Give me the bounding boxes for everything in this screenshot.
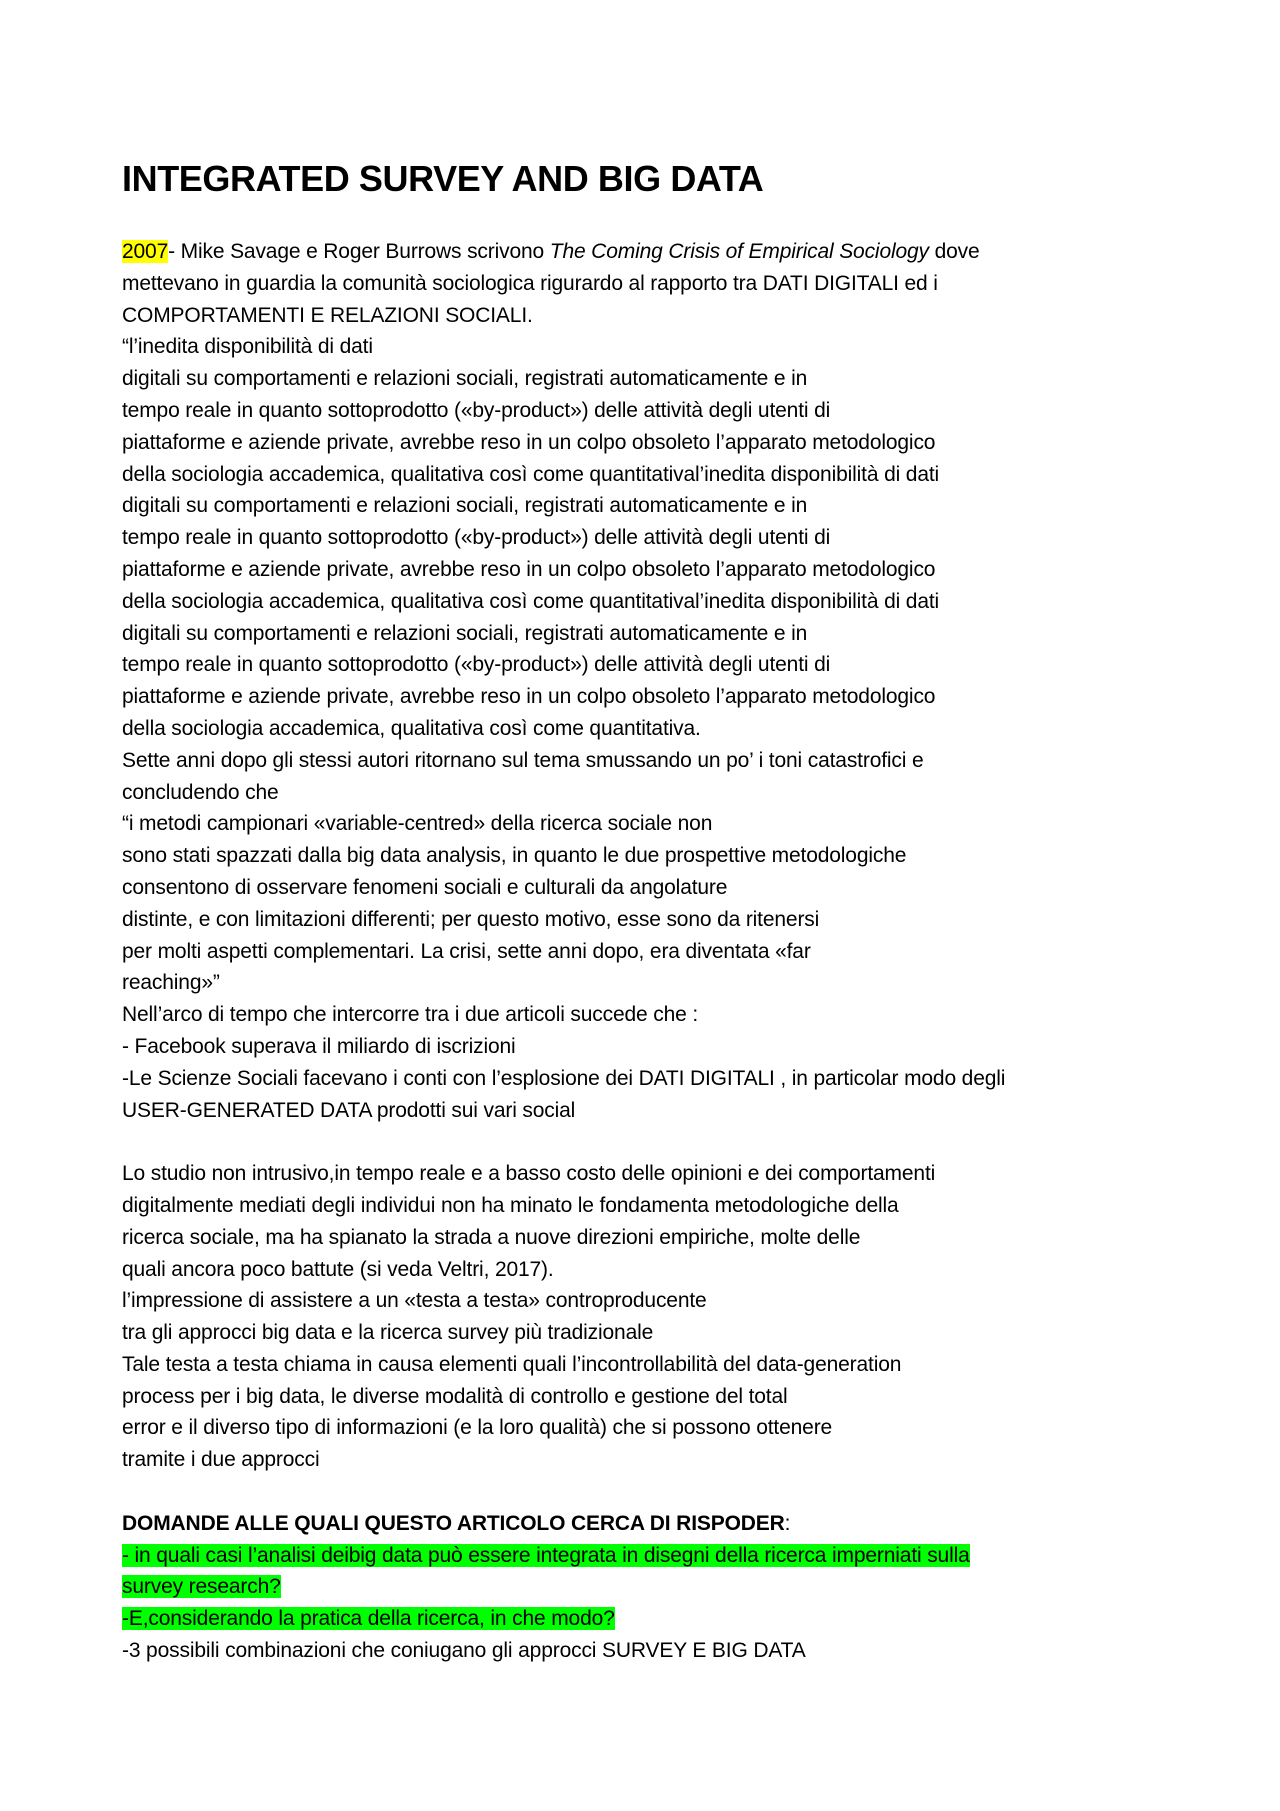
paragraph-block-1 [122, 268, 1182, 1127]
text-line: tempo reale in quanto sottoprodotto («by-product») delle attività degli utenti di [122, 653, 831, 677]
questions-heading: DOMANDE ALLE QUALI QUESTO ARTICOLO CERCA DI RISPODER [122, 1511, 785, 1535]
question-1-line-b [122, 1571, 1182, 1603]
text-line: tempo reale in quanto sottoprodotto («by-product») delle attività degli utenti di [122, 526, 831, 550]
text-line: “i metodi campionari «variable-centred» della ricerca sociale non [122, 812, 713, 836]
text-line: Nell’arco di tempo che intercorre tra i due articoli succede che : [122, 1003, 699, 1027]
question-1-text-a: - in quali casi l’analisi deibig data può essere integrata in disegni della ricerca imperniati sulla [122, 1543, 970, 1567]
text-line: l’impressione di assistere a un «testa a testa» controproducente [122, 1289, 707, 1313]
text-line: tra gli approcci big data e la ricerca survey più tradizionale [122, 1321, 654, 1345]
blank-line [122, 1126, 1182, 1158]
question-1-text-b: survey research? [122, 1575, 281, 1599]
question-1-line-a [122, 1540, 1182, 1572]
document-body [122, 155, 1182, 1667]
text-line: quali ancora poco battute (si veda Veltri, 2017). [122, 1257, 554, 1281]
text-line: -Le Scienze Sociali facevano i conti con l’esplosione dei DATI DIGITALI , in particolar modo degli [122, 1066, 1006, 1090]
questions-heading-colon: : [784, 1511, 791, 1535]
blank-line [122, 1476, 1182, 1508]
text-line: mettevano in guardia la comunità sociologica rigurardo al rapporto tra DATI DIGITALI ed i [122, 271, 938, 295]
book-title: The Coming Crisis of Empirical Sociology [549, 240, 929, 263]
text-line: della sociologia accademica, qualitativa così come quantitativa. [122, 716, 701, 740]
text-line: Lo studio non intrusivo,in tempo reale e a basso costo delle opinioni e dei comportamenti [122, 1162, 936, 1186]
text-line: della sociologia accademica, qualitativa così come quantitatival’inedita disponibilità di dati [122, 589, 940, 613]
text-line: digitali su comportamenti e relazioni sociali, registrati automaticamente e in [122, 367, 808, 391]
question-2-line [122, 1603, 1182, 1635]
document-title: INTEGRATED SURVEY AND BIG DATA [122, 158, 764, 199]
text-line: piattaforme e aziende private, avrebbe reso in un colpo obsoleto l’apparato metodologico [122, 430, 936, 454]
text-line: “l’inedita disponibilità di dati [122, 335, 373, 359]
intro-line [122, 236, 1182, 268]
text-line: piattaforme e aziende private, avrebbe reso in un colpo obsoleto l’apparato metodologico [122, 557, 936, 581]
text-line: tramite i due approcci [122, 1448, 320, 1472]
text-line: digitalmente mediati degli individui non ha minato le fondamenta metodologiche della [122, 1193, 899, 1217]
question-3-line: -3 possibili combinazioni che coniugano gli approcci SURVEY E BIG DATA [122, 1639, 806, 1663]
intro-lead: - Mike Savage e Roger Burrows scrivono [168, 240, 550, 263]
text-line: della sociologia accademica, qualitativa così come quantitatival’inedita disponibilità di dati [122, 462, 940, 486]
text-line: digitali su comportamenti e relazioni sociali, registrati automaticamente e in [122, 494, 808, 518]
text-line: sono stati spazzati dalla big data analysis, in quanto le due prospettive metodologiche [122, 844, 907, 868]
text-line: Tale testa a testa chiama in causa elementi quali l’incontrollabilità del data-generation [122, 1352, 902, 1376]
questions-heading-line [122, 1508, 1182, 1540]
text-line: process per i big data, le diverse modalità di controllo e gestione del total [122, 1384, 788, 1408]
text-line: error e il diverso tipo di informazioni (e la loro qualità) che si possono ottenere [122, 1416, 833, 1440]
text-line: per molti aspetti complementari. La crisi, sette anni dopo, era diventata «far [122, 939, 811, 963]
text-line: concludendo che [122, 780, 279, 804]
text-line: piattaforme e aziende private, avrebbe reso in un colpo obsoleto l’apparato metodologico [122, 685, 936, 709]
text-line: - Facebook superava il miliardo di iscrizioni [122, 1034, 516, 1058]
text-line: USER-GENERATED DATA prodotti sui vari social [122, 1098, 576, 1122]
year-highlight: 2007 [122, 240, 169, 263]
text-line: distinte, e con limitazioni differenti; per questo motivo, esse sono da ritenersi [122, 907, 820, 931]
text-line: consentono di osservare fenomeni sociali e culturali da angolature [122, 875, 728, 899]
text-line: digitali su comportamenti e relazioni sociali, registrati automaticamente e in [122, 621, 808, 645]
question-2-text: -E,considerando la pratica della ricerca, in che modo? [122, 1607, 615, 1631]
intro-after-book: dove [928, 240, 980, 263]
text-line: COMPORTAMENTI E RELAZIONI SOCIALI. [122, 303, 533, 327]
text-line: Sette anni dopo gli stessi autori ritornano sul tema smussando un po’ i toni catastrofici e [122, 748, 924, 772]
text-line: reaching»” [122, 971, 220, 995]
text-line: tempo reale in quanto sottoprodotto («by-product») delle attività degli utenti di [122, 398, 831, 422]
paragraph-block-2 [122, 1158, 1182, 1476]
text-line: ricerca sociale, ma ha spianato la strada a nuove direzioni empiriche, molte delle [122, 1225, 861, 1249]
